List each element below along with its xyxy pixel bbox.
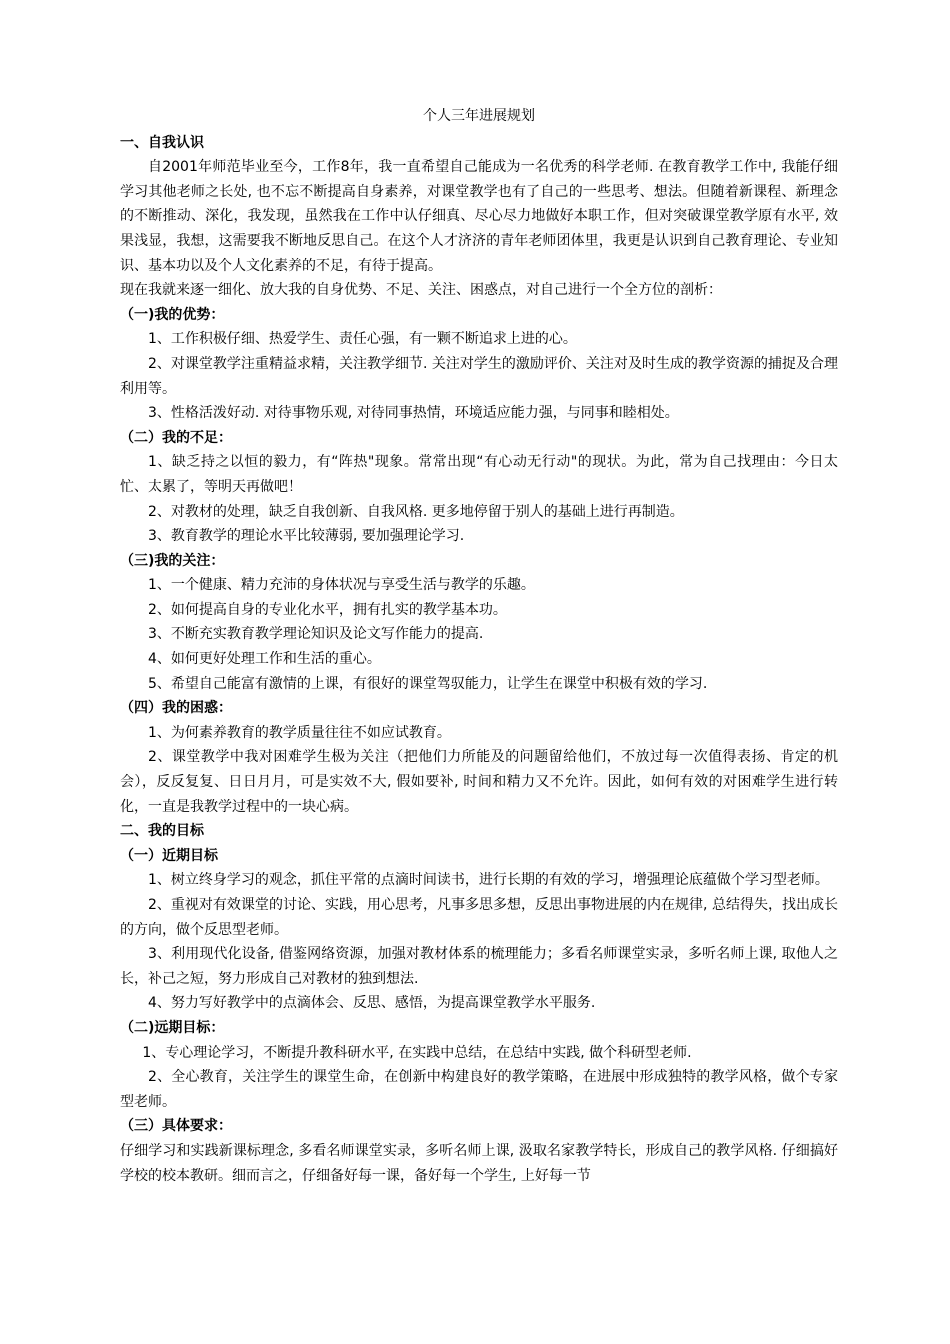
list-item: 2、对课堂教学注重精益求精，关注教学细节. 关注对学生的激励评价、关注对及时生成的教学资源的捕捉及合理利用等。	[120, 355, 838, 397]
paragraph-intro: 自2001年师范毕业至今，工作8年，我一直希望自己能成为一名优秀的科学老师. 在教育教学工作中, 我能仔细学习其他老师之长处, 也不忘不断提高自身素养，对课堂教学也有了自己的一些思考、想法。但随着新课程、新理念的不断推动、深化，我发现，虽然我在工作中认仔细真、尽心尽力地做好本职工作，但对突破课堂教学原有水平, 效果浅显，我想，这需要我不断地反思自己。在这个人才济济的青年老师团体里，我更是认识到自己教育理论、专业知识、基本功以及个人文化素养的不足，有待于提高。	[120, 159, 838, 274]
list-item: 2、课堂教学中我对困难学生极为关注（把他们力所能及的问题留给他们，不放过每一次值得表扬、肯定的机会），反反复复、日日月月，可是实效不大, 假如要补, 时间和精力又不允许。因此，如何有效的对困难学生进行转化，一直是我教学过程中的一块心病。	[120, 749, 838, 815]
list-item: 2、重视对有效课堂的讨论、实践，用心思考，凡事多思多想，反思出事物进展的内在规律, 总结得失，找出成长的方向，做个反思型老师。	[120, 897, 838, 938]
subheading-requirements: （三）具体要求：	[120, 1118, 232, 1135]
list-item: 5、希望自己能富有激情的上课，有很好的课堂驾驭能力，让学生在课堂中积极有效的学习.	[148, 675, 708, 692]
section-heading-goals: 二、我的目标	[120, 823, 204, 840]
paragraph-lead: 现在我就来逐一细化、放大我的自身优势、不足、关注、困惑点，对自己进行一个全方位的剖析：	[120, 282, 722, 299]
document-title: 个人三年进展规划	[423, 108, 535, 124]
subheading-weaknesses: （二）我的不足：	[120, 429, 232, 446]
list-item: 2、对教材的处理，缺乏自我创新、自我风格. 更多地停留于别人的基础上进行再制造。	[148, 503, 684, 520]
list-item: 3、性格活泼好动. 对待事物乐观, 对待同事热情，环境适应能力强，与同事和睦相处。	[148, 405, 679, 422]
paragraph-requirements: 仔细学习和实践新课标理念, 多看名师课堂实录，多听名师上课, 汲取名家教学特长，形成自己的教学风格. 仔细搞好学校的校本教研。细而言之，仔细备好每一课，备好每一个学生, 上好每一节	[120, 1142, 838, 1184]
list-item: 2、全心教育，关注学生的课堂生命，在创新中构建良好的教学策略，在进展中形成独特的教学风格，做个专家型老师。	[120, 1069, 838, 1110]
list-item: 1、一个健康、精力充沛的身体状况与享受生活与教学的乐趣。	[148, 577, 535, 594]
list-item: 3、利用现代化设备, 借鉴网络资源，加强对教材体系的梳理能力；多看名师课堂实录，多听名师上课, 取他人之长，补己之短，努力形成自己对教材的独到想法.	[120, 946, 838, 987]
list-item: 1、缺乏持之以恒的毅力，有“阵热"现象。常常出现“有心动无行动"的现状。为此，常为自己找理由：今日太忙、太累了，等明天再做吧！	[120, 454, 838, 495]
subheading-concerns: （三)我的关注：	[120, 552, 225, 569]
list-item: 1、为何素养教育的教学质量往往不如应试教育。	[148, 724, 451, 741]
list-item: 4、如何更好处理工作和生活的重心。	[148, 651, 381, 668]
document-page	[120, 104, 838, 1188]
list-item: 1、树立终身学习的观念，抓住平常的点滴时间读书，进行长期的有效的学习，增强理论底蕴做个学习型老师。	[148, 872, 829, 889]
subheading-strengths: （一)我的优势：	[120, 306, 225, 323]
subheading-near-goals: （一）近期目标	[120, 847, 218, 864]
list-item: 1、工作积极仔细、热爱学生、责任心强，有一颗不断追求上进的心。	[148, 331, 577, 348]
list-item: 2、如何提高自身的专业化水平，拥有扎实的教学基本功。	[148, 601, 507, 618]
subheading-puzzles: （四）我的困惑：	[120, 700, 232, 717]
list-item: 3、教育教学的理论水平比较薄弱, 要加强理论学习.	[148, 528, 465, 545]
section-heading-self-knowledge: 一、自我认识	[120, 134, 204, 151]
list-item: 1、专心理论学习，不断提升教科研水平, 在实践中总结，在总结中实践, 做个科研型老师.	[142, 1044, 692, 1061]
list-item: 3、不断充实教育教学理论知识及论文写作能力的提高.	[148, 626, 484, 643]
subheading-far-goals: （二)远期目标：	[120, 1019, 225, 1036]
list-item: 4、努力写好教学中的点滴体会、反思、感悟，为提高课堂教学水平服务.	[148, 995, 596, 1012]
